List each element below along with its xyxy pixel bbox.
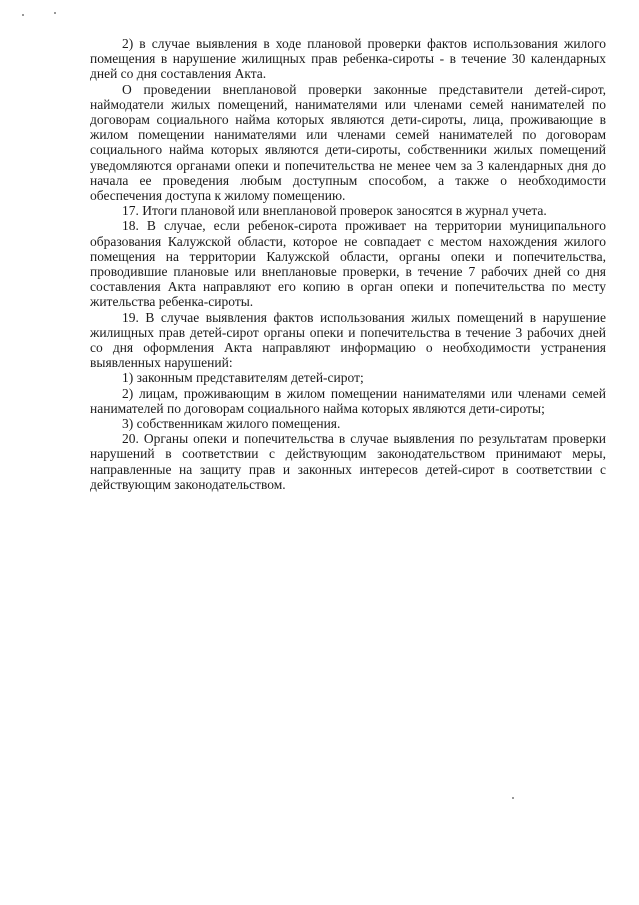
scan-speck bbox=[512, 797, 514, 799]
paragraph-19-item-1: 1) законным представителям детей-сирот; bbox=[122, 370, 364, 386]
paragraph-18: 18. В случае, если ребенок-сирота проживает на территории муниципального образования Калужской области, которое не совпадает с местом нахождения жилого помещения на территории Калужской области, органы опеки и попечительства, проводившие плановые или внеплановые проверки, в течение 7 рабочих дней со дня составления Акта направляют его копию в орган опеки и попечительства по месту жительства ребенка-сироты. bbox=[90, 218, 606, 310]
paragraph-19: 19. В случае выявления фактов использования жилых помещений в нарушение жилищных прав детей-сирот органы опеки и попечительства в течение 3 рабочих дней со дня оформления Акта направляют информацию о необходимости устранения выявленных нарушений: bbox=[90, 309, 606, 371]
paragraph-item-2: 2) в случае выявления в ходе плановой проверки фактов использования жилого помещения в нарушение жилищных прав ребенка-сироты - в течение 30 календарных дней со дня составления Акта. bbox=[90, 36, 606, 82]
paragraph-17: 17. Итоги плановой или внеплановой проверок заносятся в журнал учета. bbox=[122, 203, 547, 219]
scan-speck bbox=[54, 12, 56, 14]
paragraph-19-item-2: 2) лицам, проживающим в жилом помещении нанимателями или членами семей нанимателей по договорам социального найма которых являются дети-сироты; bbox=[90, 385, 606, 416]
document-body bbox=[90, 36, 606, 492]
paragraph-20: 20. Органы опеки и попечительства в случае выявления по результатам проверки нарушений в соответствии с действующим законодательством принимают меры, направленные на защиту прав и законных интересов детей-сирот в соответствии с действующим законодательством. bbox=[90, 431, 606, 492]
paragraph-unscheduled-inspection-notice: О проведении внеплановой проверки законные представители детей-сирот, наймодатели жилых помещений, нанимателями или членами семей нанимателей по договорам социального найма которых являются дети-сироты, лица, проживающие в жилом помещении нанимателями или членами семей нанимателей по договорам социального найма которых являются дети-сироты, собственники жилых помещений уведомляются органами опеки и попечительства не менее чем за 3 календарных дня до начала ее проведения любым доступным способом, а также о необходимости обеспечения доступа к жилому помещению. bbox=[90, 81, 606, 204]
scan-speck bbox=[22, 14, 24, 16]
paragraph-19-item-3: 3) собственникам жилого помещения. bbox=[122, 416, 341, 432]
